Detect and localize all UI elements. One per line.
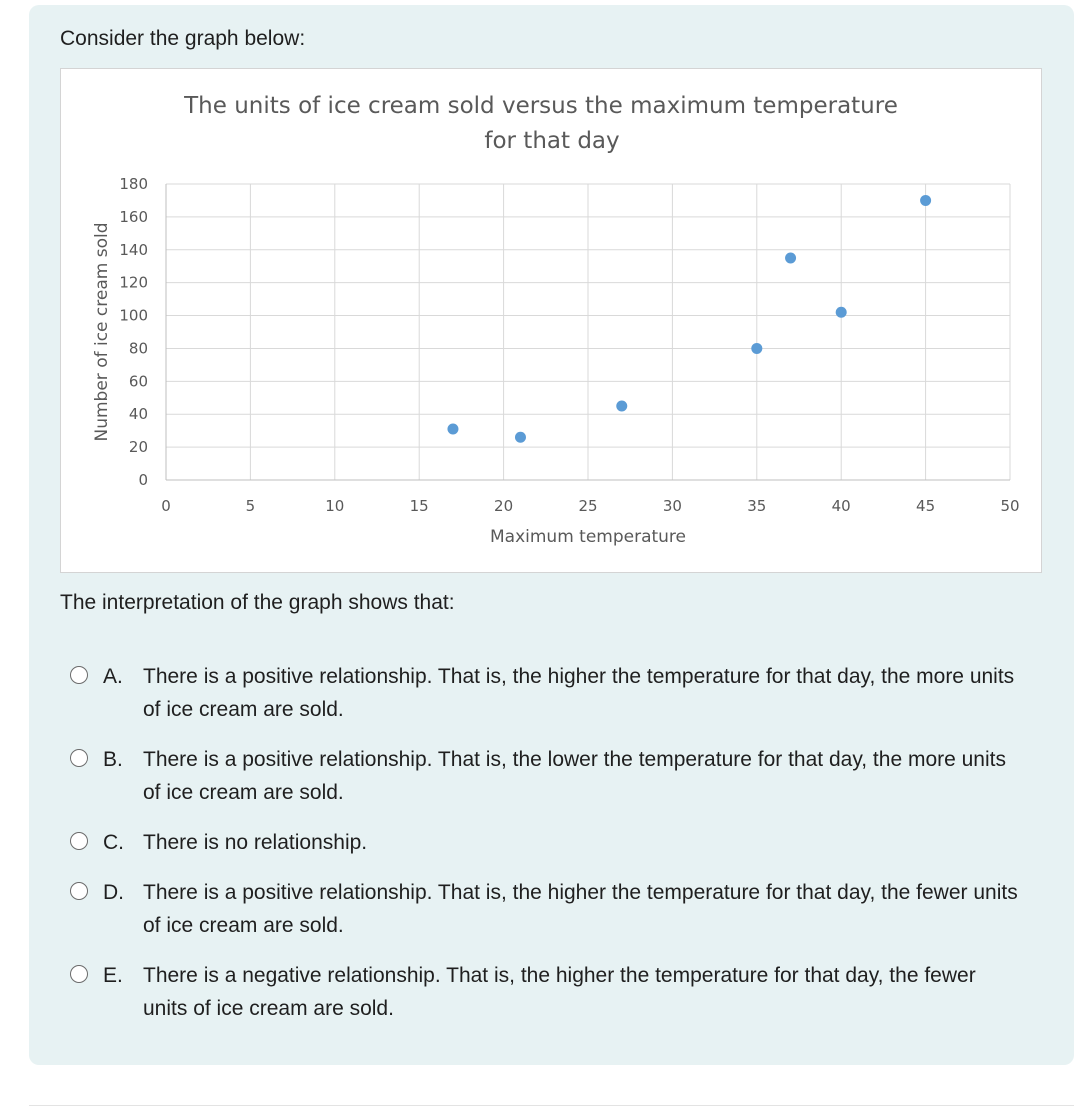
data-point <box>515 432 526 443</box>
data-point <box>785 253 796 264</box>
option-letter: B. <box>103 748 123 771</box>
x-tick-label: 20 <box>494 497 514 515</box>
chart-canvas <box>61 69 1043 574</box>
y-tick-label: 80 <box>128 339 148 358</box>
option-letter: E. <box>103 964 123 987</box>
option-text: There is a negative relationship. That is, the higher the temperature for that day, the fewer units of ice cream are sold. <box>143 964 976 1020</box>
option-text: There is a positive relationship. That is, the lower the temperature for that day, the more units of ice cream are sold. <box>143 748 1006 804</box>
x-tick-label: 10 <box>325 497 345 515</box>
x-tick-label: 30 <box>662 497 682 515</box>
chart-title-line-1: The units of ice cream sold versus the maximum temperature <box>184 93 898 119</box>
option-letter: A. <box>103 665 123 688</box>
data-point <box>447 424 458 435</box>
y-tick-label: 140 <box>119 240 148 259</box>
divider <box>29 1105 1074 1106</box>
radio-button[interactable] <box>70 832 88 850</box>
x-tick-label: 0 <box>161 497 171 515</box>
y-tick-label: 180 <box>119 175 148 193</box>
x-tick-label: 25 <box>578 497 598 515</box>
x-tick-label: 50 <box>1000 497 1020 515</box>
scatter-chart <box>60 68 1042 573</box>
radio-button[interactable] <box>70 965 88 983</box>
y-axis-label: Number of ice cream sold <box>92 222 112 442</box>
radio-button[interactable] <box>70 882 88 900</box>
y-tick-label: 0 <box>138 471 148 489</box>
x-tick-label: 5 <box>245 497 256 515</box>
radio-button[interactable] <box>70 666 88 684</box>
y-tick-label: 100 <box>119 306 148 325</box>
y-tick-label: 20 <box>128 438 148 457</box>
y-tick-label: 60 <box>128 372 148 391</box>
option-letter: D. <box>103 881 124 904</box>
option-letter: C. <box>103 831 124 854</box>
x-tick-label: 45 <box>916 497 936 515</box>
data-point <box>616 401 627 412</box>
x-tick-label: 40 <box>831 497 851 515</box>
chart-title-line-2: for that day <box>484 128 620 154</box>
y-tick-label: 40 <box>128 405 148 424</box>
option-text: There is no relationship. <box>143 831 368 854</box>
x-tick-label: 15 <box>409 497 429 515</box>
data-point <box>751 343 762 354</box>
option-text: There is a positive relationship. That is, the higher the temperature for that day, the fewer units of ice cream are sold. <box>143 881 1018 937</box>
y-tick-label: 120 <box>119 273 148 292</box>
data-point <box>836 307 847 318</box>
data-point <box>920 195 931 206</box>
question-prompt: Consider the graph below: <box>60 27 306 50</box>
x-tick-label: 35 <box>747 497 767 515</box>
x-axis-label: Maximum temperature <box>489 527 687 547</box>
radio-button[interactable] <box>70 749 88 767</box>
option-text: There is a positive relationship. That is, the higher the temperature for that day, the more units of ice cream are sold. <box>143 665 1015 721</box>
y-tick-label: 160 <box>119 207 148 226</box>
interpretation-prompt: The interpretation of the graph shows that: <box>60 591 455 614</box>
